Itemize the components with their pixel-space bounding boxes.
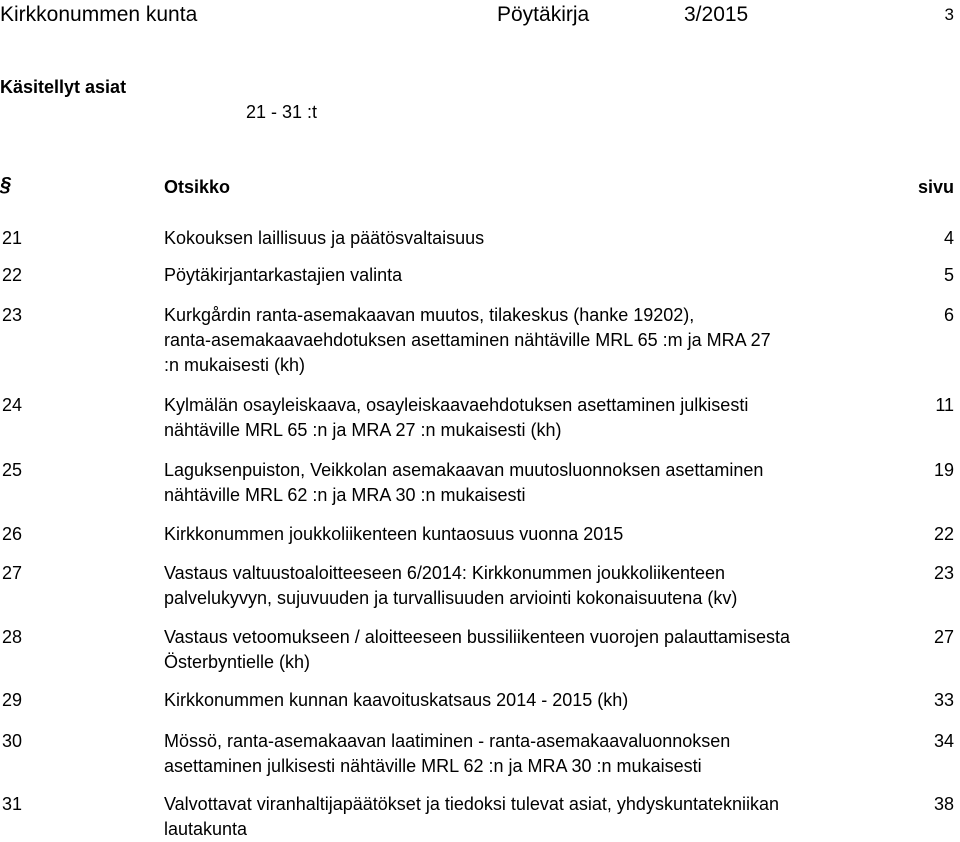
row-number: 28 (2, 627, 23, 647)
section-title: Käsitellyt asiat (0, 77, 127, 97)
column-header-section: § (0, 174, 12, 196)
row-title: Valvottavat viranhaltijapäätökset ja tiedoksi tulevat asiat, yhdyskuntatekniikan lautakunta (164, 794, 780, 839)
document-number: 3/2015 (684, 3, 749, 26)
row-number: 31 (2, 794, 23, 814)
organization-name: Kirkkonummen kunta (0, 3, 198, 26)
page-number: 3 (944, 5, 954, 24)
column-header-page: sivu (917, 177, 954, 197)
row-number: 23 (2, 305, 23, 325)
row-number: 30 (2, 731, 23, 751)
row-title: Kokouksen laillisuus ja päätösvaltaisuus (164, 228, 485, 248)
row-number: 25 (2, 460, 23, 480)
row-title: Pöytäkirjantarkastajien valinta (164, 265, 403, 285)
column-header-title: Otsikko (164, 177, 231, 197)
row-title: Mössö, ranta-asemakaavan laatiminen - ranta-asemakaavaluonnoksen asettaminen julkisesti nähtäville MRL 62 :n ja MRA 30 :n mukaisesti (164, 731, 731, 776)
row-number: 22 (2, 265, 23, 285)
row-title: Laguksenpuiston, Veikkolan asemakaavan muutosluonnoksen asettaminen nähtäville MRL 62 :n ja MRA 30 :n mukaisesti (164, 460, 764, 505)
row-number: 21 (2, 228, 23, 248)
row-page: 19 (933, 460, 954, 480)
row-title: Kirkkonummen joukkoliikenteen kuntaosuus vuonna 2015 (164, 524, 624, 544)
row-title: Kirkkonummen kunnan kaavoituskatsaus 2014 - 2015 (kh) (164, 690, 629, 710)
row-page: 38 (933, 794, 954, 814)
row-number: 26 (2, 524, 23, 544)
row-page: 33 (933, 690, 954, 710)
row-title: Vastaus valtuustoaloitteeseen 6/2014: Kirkkonummen joukkoliikenteen palvelukyvyn, sujuvuuden ja turvallisuuden arviointi kokonaisuutena (kv) (164, 563, 738, 608)
row-title: Kurkgårdin ranta-asemakaavan muutos, tilakeskus (hanke 19202), ranta-asemakaavaehdotuksen asettaminen nähtäville MRL 65 :m ja MRA 27 :n mukaisesti (kh) (164, 305, 771, 375)
row-number: 29 (2, 690, 23, 710)
row-title: Kylmälän osayleiskaava, osayleiskaavaehdotuksen asettaminen julkisesti nähtäville MRL 65 :n ja MRA 27 :n mukaisesti (kh) (164, 395, 749, 440)
document-type: Pöytäkirja (497, 3, 590, 26)
row-title: Vastaus vetoomukseen / aloitteeseen bussiliikenteen vuorojen palauttamisesta Österbyntielle (kh) (164, 627, 791, 672)
row-page: 5 (943, 265, 954, 285)
row-page: 34 (933, 731, 954, 751)
row-page: 11 (935, 395, 954, 415)
row-page: 4 (943, 228, 954, 248)
row-page: 23 (933, 563, 954, 583)
row-number: 27 (2, 563, 23, 583)
row-number: 24 (2, 395, 23, 415)
row-page: 6 (943, 305, 954, 325)
row-page: 27 (933, 627, 954, 647)
section-range: 21 - 31 :t (246, 102, 318, 122)
row-page: 22 (933, 524, 954, 544)
page-header (0, 3, 960, 29)
